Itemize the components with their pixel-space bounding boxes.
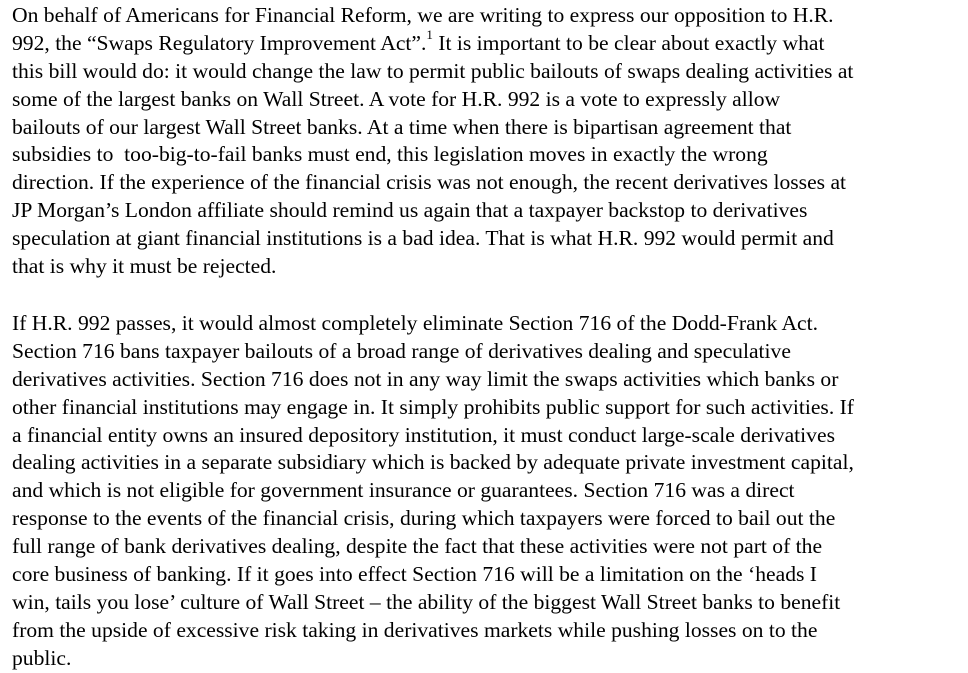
text-line: On behalf of Americans for Financial Reform, we are writing to express our opposition to H.R.	[12, 3, 834, 27]
text-line: dealing activities in a separate subsidiary which is backed by adequate private investment capital,	[12, 450, 854, 475]
text-line: public.	[12, 645, 72, 670]
text-line: derivatives activities. Section 716 does not in any way limit the swaps activities which banks or	[12, 366, 839, 391]
text-line: other financial institutions may engage in. It simply prohibits public support for such activities. If	[12, 394, 854, 419]
text-line: Section 716 bans taxpayer bailouts of a broad range of derivatives dealing and speculative	[12, 338, 791, 363]
text-line: JP Morgan’s London affiliate should remind us again that a taxpayer backstop to derivatives	[12, 198, 808, 223]
text-line: win, tails you lose’ culture of Wall Street – the ability of the biggest Wall Street banks to benefit	[12, 589, 841, 614]
text-line: that is why it must be rejected.	[12, 254, 277, 279]
text-line: direction. If the experience of the financial crisis was not enough, the recent derivatives losses at	[12, 170, 847, 195]
text-line: this bill would do: it would change the law to permit public bailouts of swaps dealing activities at	[12, 58, 854, 83]
text-line: response to the events of the financial crisis, during which taxpayers were forced to bail out the	[12, 506, 836, 531]
text-line: If H.R. 992 passes, it would almost completely eliminate Section 716 of the Dodd-Frank Act.	[12, 311, 819, 335]
text-line: and which is not eligible for government insurance or guarantees. Section 716 was a direct	[12, 478, 795, 503]
text-line: core business of banking. If it goes into effect Section 716 will be a limitation on the ‘heads I	[12, 562, 817, 587]
text-line: speculation at giant financial institutions is a bad idea. That is what H.R. 992 would permit and	[12, 226, 834, 251]
text-line: some of the largest banks on Wall Street. A vote for H.R. 992 is a vote to expressly allow	[12, 86, 781, 111]
text-line: bailouts of our largest Wall Street banks. At a time when there is bipartisan agreement that	[12, 114, 792, 139]
text-line: from the upside of excessive risk taking in derivatives markets while pushing losses on to the	[12, 617, 818, 642]
text-line: 992, the “Swaps Regulatory Improvement Act”.$^1$ It is important to be clear about exactly what	[12, 26, 825, 55]
paragraph-opposition	[12, 2, 853, 281]
text-line: a financial entity owns an insured depository institution, it must conduct large-scale derivatives	[12, 422, 835, 447]
text-line: subsidies to too-big-to-fail banks must end, this legislation moves in exactly the wrong	[12, 142, 768, 167]
footnote-marker[interactable]: 1	[426, 26, 433, 42]
text-line: full range of bank derivatives dealing, despite the fact that these activities were not part of the	[12, 534, 823, 559]
paragraph-section-716	[12, 310, 854, 673]
